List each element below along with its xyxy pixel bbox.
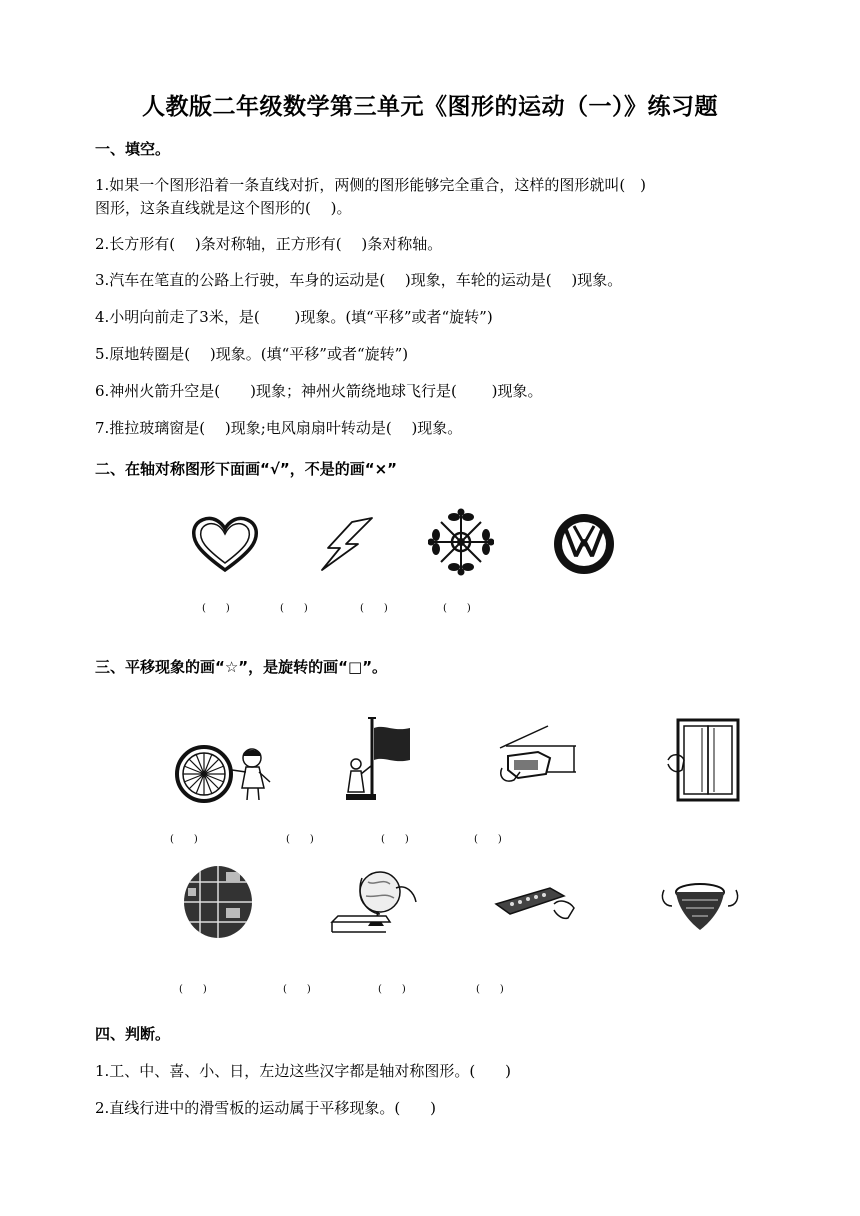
flag-raising-image — [342, 716, 414, 802]
question-1-line1: 1.如果一个图形沿着一条直线对折，两侧的图形能够完全重合，这样的图形就叫( ) — [95, 176, 647, 194]
answer-blank[interactable]: ( ) — [170, 834, 198, 845]
question-3: 3.汽车在笔直的公路上行驶，车身的运动是( )现象，车轮的运动是( )现象。 — [95, 271, 623, 289]
answer-blank[interactable]: ( ) — [381, 834, 409, 845]
question-1-line2: 图形，这条直线就是这个图形的( )。 — [95, 199, 352, 217]
question-2: 2.长方形有( )条对称轴，正方形有( )条对称轴。 — [95, 235, 443, 253]
section2-heading: 二、在轴对称图形下面画“√”，不是的画“×” — [95, 460, 398, 478]
answer-blank[interactable]: ( ) — [474, 834, 502, 845]
question-7: 7.推拉玻璃窗是( )现象;电风扇扇叶转动是( )现象。 — [95, 419, 463, 437]
elevator-building-image — [182, 864, 254, 940]
question-4: 4.小明向前走了3米，是( )现象。(填“平移”或者“旋转”) — [95, 308, 493, 326]
section3-heading: 三、平移现象的画“☆”，是旋转的画“□”。 — [95, 658, 388, 676]
globe-spinning-image — [330, 868, 418, 938]
question-6: 6.神州火箭升空是( )现象；神州火箭绕地球飞行是( )现象。 — [95, 382, 543, 400]
answer-blank[interactable]: ( ) — [286, 834, 314, 845]
abacus-slide-image — [494, 884, 576, 926]
page-title: 人教版二年级数学第三单元《图形的运动（一）》练习题 — [142, 93, 718, 120]
answer-blank[interactable]: ( ) — [179, 984, 207, 995]
answer-blank[interactable]: ( ) — [378, 984, 406, 995]
answer-blank[interactable]: ( ) — [280, 603, 308, 614]
section4-heading: 四、判断。 — [95, 1025, 171, 1043]
judge-question-2: 2.直线行进中的滑雪板的运动属于平移现象。( ) — [95, 1099, 437, 1117]
lightning-icon — [316, 514, 378, 574]
snowflake-icon — [428, 508, 494, 576]
sliding-window-image — [664, 716, 742, 804]
judge-question-1: 1.工、中、喜、小、日，左边这些汉字都是轴对称图形。( ) — [95, 1062, 512, 1080]
answer-blank[interactable]: ( ) — [476, 984, 504, 995]
spinning-top-image — [658, 876, 742, 934]
question-5: 5.原地转圈是( )现象。(填“平移”或者“旋转”) — [95, 345, 409, 363]
answer-blank[interactable]: ( ) — [443, 603, 471, 614]
heart-icon — [190, 514, 260, 574]
vw-logo-icon — [552, 512, 616, 576]
section1-heading: 一、填空。 — [95, 140, 171, 158]
answer-blank[interactable]: ( ) — [360, 603, 388, 614]
answer-blank[interactable]: ( ) — [202, 603, 230, 614]
wheel-and-girl-image — [174, 740, 284, 804]
drawer-pull-image — [498, 722, 578, 792]
answer-blank[interactable]: ( ) — [283, 984, 311, 995]
